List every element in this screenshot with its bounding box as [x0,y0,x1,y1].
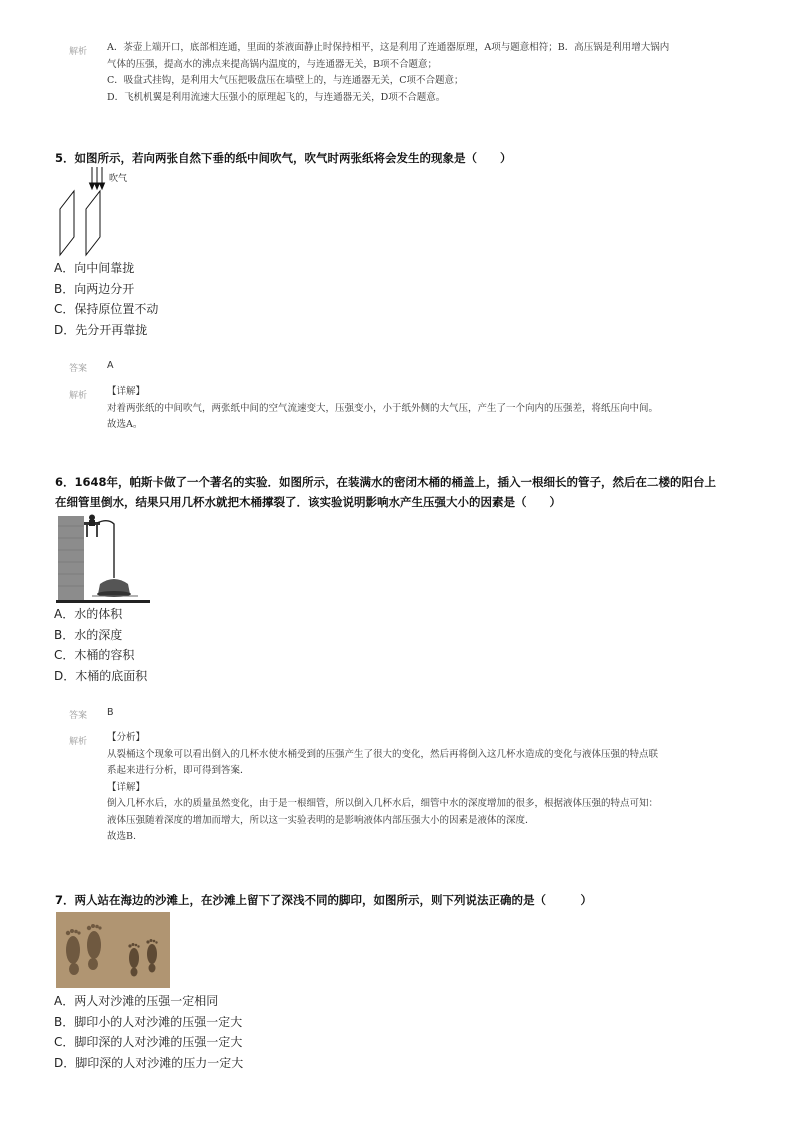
q5-explain-text [107,384,767,434]
q5-option-a[interactable]: A．向中间靠拢 [54,261,135,275]
q6-explain-line: 倒入几杯水后，水的质量虽然变化，由于是一根细管，所以倒入几杯水后，细管中水的深度增加的很多，根据液体压强的特点可知： [107,798,659,809]
q5-options [54,258,158,340]
q6-explain-line: 【分析】 [107,732,146,743]
q6-title [55,472,775,512]
q6-option-c[interactable]: C．木桶的容积 [54,648,135,662]
q6-explain-label: 解析 [69,737,88,747]
q7-title: 7．两人站在海边的沙滩上，在沙滩上留下了深浅不同的脚印，如图所示，则下列说法正确的是（ ） [55,893,592,907]
pascal-barrel-figure [56,514,150,604]
q4-explain-line: 气体的压强，提高水的沸点来提高锅内温度的，与连通器无关，B项不合题意； [107,58,437,70]
q5-answer-label: 答案 [69,364,88,374]
q7-option-b[interactable]: B．脚印小的人对沙滩的压强一定大 [54,1014,243,1029]
q4-explain-line: A．茶壶上端开口，底部相连通，里面的茶液面静止时保持相平，这是利用了连通器原理，A项与题意相符；B．高压锅是利用增大锅内 [107,42,670,53]
q6-explain-text [107,730,777,846]
q5-explain-line: 故选A。 [107,419,143,430]
q6-option-d[interactable]: D．木桶的底面积 [54,668,148,683]
q4-explain-line: D．飞机机翼是利用流速大压强小的原理起飞的，与连通器无关，D项不合题意。 [107,91,446,103]
q5-title: 5．如图所示，若向两张自然下垂的纸中间吹气，吹气时两张纸将会发生的现象是（ ） [55,151,512,165]
paper-blow-figure [52,165,132,257]
q4-explain-label: 解析 [69,47,88,57]
q5-option-d[interactable]: D．先分开再靠拢 [54,322,148,337]
q6-title-line: 在细管里倒水，结果只用几杯水就把木桶撑裂了．该实验说明影响水产生压强大小的因素是（ ） [55,495,561,509]
q6-explain-line: 故选B. [107,831,137,842]
q6-explain-line: 系起来进行分析，即可得到答案． [107,765,250,776]
q4-explain-line: C．吸盘式挂钩，是利用大气压把吸盘压在墙壁上的，与连通器无关，C项不合题意； [107,75,464,86]
q6-title-line: 6．1648年，帕斯卡做了一个著名的实验．如图所示，在装满水的密闭木桶的桶盖上，插入一根细长的管子，然后在二楼的阳台上 [55,475,717,489]
footprints-figure [56,912,170,988]
blow-label: 吹气 [109,174,128,184]
q6-explain-line: 【详解】 [107,781,146,793]
q5-option-c[interactable]: C．保持原位置不动 [54,302,159,316]
q7-option-a[interactable]: A．两人对沙滩的压强一定相同 [54,994,219,1008]
q5-explain-label: 解析 [69,391,88,401]
q7-options [54,991,243,1073]
q6-options [54,604,147,686]
q7-option-d[interactable]: D．脚印深的人对沙滩的压力一定大 [54,1055,244,1070]
q6-option-a[interactable]: A．水的体积 [54,607,123,621]
q6-option-b[interactable]: B．水的深度 [54,627,123,642]
q5-option-b[interactable]: B．向两边分开 [54,281,135,296]
q6-answer-label: 答案 [69,711,88,721]
q6-answer: B [107,707,114,718]
q5-explain-line: 对着两张纸的中间吹气，两张纸中间的空气流速变大，压强变小，小于纸外侧的大气压，产生了一个向内的压强差，将纸压向中间。 [107,402,659,414]
q7-option-c[interactable]: C．脚印深的人对沙滩的压强一定大 [54,1035,243,1049]
q4-explain-text [107,40,767,106]
q6-explain-line: 液体压强随着深度的增加而增大，所以这一实验表明的是影响液体内部压强大小的因素是液体的深度． [107,814,535,826]
q5-answer: A [107,360,114,371]
q6-explain-line: 从裂桶这个现象可以看出倒入的几杯水使水桶受到的压强产生了很大的变化，然后再将倒入这几杯水造成的变化与液体压强的特点联 [107,748,659,760]
q5-explain-line: 【详解】 [107,386,146,397]
